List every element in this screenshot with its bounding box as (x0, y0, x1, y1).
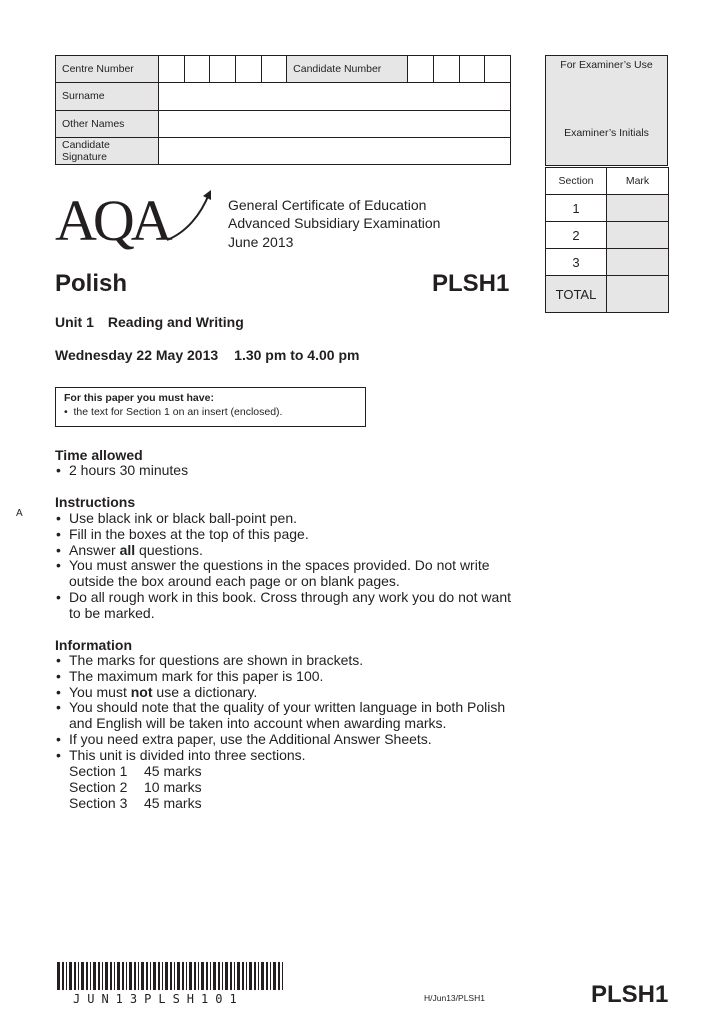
aqa-logo (55, 188, 215, 250)
section-number-1: 1 (546, 195, 607, 222)
information-heading: Information (55, 637, 132, 653)
section-header: Section (546, 168, 607, 195)
exam-time: 1.30 pm to 4.00 pm (234, 347, 360, 363)
information-list (55, 653, 515, 764)
candidate-number-digit-2[interactable] (434, 56, 460, 83)
list-item: • If you need extra paper, use the Additional Answer Sheets. (55, 732, 515, 748)
qualification-line-2: Advanced Subsidiary Examination (228, 215, 441, 231)
examiners-use-label: For Examiner’s Use (560, 59, 653, 71)
unit-title: Reading and Writing (107, 314, 244, 330)
section-number-3: 3 (546, 249, 607, 276)
candidate-number-digit-3[interactable] (459, 56, 485, 83)
marks-table (545, 167, 669, 313)
margin-letter: A (16, 508, 23, 519)
instructions-list (55, 511, 515, 622)
candidate-number-label: Candidate Number (287, 56, 408, 83)
barcode-text: JUN13PLSH101 (73, 992, 244, 1006)
list-item: • Fill in the boxes at the top of this page. (55, 527, 515, 543)
mark-cell-3[interactable] (607, 249, 669, 276)
examiners-initials-label: Examiner’s Initials (564, 127, 649, 139)
total-label: TOTAL (546, 276, 607, 313)
centre-number-digit-2[interactable] (184, 56, 210, 83)
exam-date-line (55, 347, 359, 363)
surname-field[interactable] (158, 83, 510, 110)
signature-label: Candidate Signature (56, 137, 159, 164)
paper-code-footer: PLSH1 (591, 981, 669, 1008)
surname-label: Surname (56, 83, 159, 110)
barcode (57, 962, 285, 990)
section-number-2: 2 (546, 222, 607, 249)
candidate-details-box (55, 55, 511, 165)
signature-field[interactable] (158, 137, 510, 164)
materials-box (55, 387, 366, 427)
section-marks-row: Section 1 45 marks (69, 763, 202, 779)
paper-reference: H/Jun13/PLSH1 (424, 993, 485, 1003)
materials-item: • the text for Section 1 on an insert (enclosed). (64, 406, 283, 418)
paper-code: PLSH1 (432, 270, 510, 297)
mark-cell-1[interactable] (607, 195, 669, 222)
aqa-logo-text: AQA (55, 188, 169, 250)
instructions-heading: Instructions (55, 494, 136, 510)
list-item: • This unit is divided into three sections. (55, 748, 515, 764)
list-item: • You must not use a dictionary. (55, 685, 515, 701)
list-item: • Use black ink or black ball-point pen. (55, 511, 515, 527)
section-marks-row: Section 3 45 marks (69, 794, 202, 811)
other-names-field[interactable] (158, 110, 510, 137)
centre-number-digit-4[interactable] (235, 56, 261, 83)
subject-title: Polish (55, 270, 128, 297)
centre-number-digit-3[interactable] (210, 56, 236, 83)
total-mark-cell[interactable] (607, 276, 669, 313)
list-item: • You should note that the quality of your written language in both Polish and English will be taken into account when awarding marks. (55, 700, 515, 732)
qualification-line-1: General Certificate of Education (228, 197, 427, 213)
centre-number-label: Centre Number (56, 56, 159, 83)
unit-number: Unit 1 (55, 314, 94, 330)
mark-cell-2[interactable] (607, 222, 669, 249)
other-names-label: Other Names (56, 110, 159, 137)
list-item: • You must answer the questions in the spaces provided. Do not write outside the box around each page or on blank pages. (55, 558, 515, 590)
time-allowed-list (55, 463, 515, 479)
exam-date: Wednesday 22 May 2013 (55, 347, 219, 363)
candidate-number-digit-1[interactable] (408, 56, 434, 83)
list-item: • 2 hours 30 minutes (55, 463, 515, 479)
unit-line (55, 314, 244, 330)
materials-heading: For this paper you must have: (64, 392, 214, 404)
exam-session: June 2013 (228, 234, 294, 250)
section-marks-list (69, 764, 202, 811)
centre-number-digit-5[interactable] (261, 56, 287, 83)
candidate-number-digit-4[interactable] (485, 56, 511, 83)
mark-header: Mark (607, 168, 669, 195)
section-marks-row: Section 2 10 marks (69, 778, 202, 795)
examiners-use-box (545, 55, 668, 166)
centre-number-digit-1[interactable] (158, 56, 184, 83)
list-item: • Answer all questions. (55, 543, 515, 559)
time-allowed-heading: Time allowed (55, 447, 143, 463)
list-item: • The maximum mark for this paper is 100. (55, 669, 515, 685)
list-item: • The marks for questions are shown in brackets. (55, 653, 515, 669)
list-item: • Do all rough work in this book. Cross through any work you do not want to be marked. (55, 590, 515, 622)
